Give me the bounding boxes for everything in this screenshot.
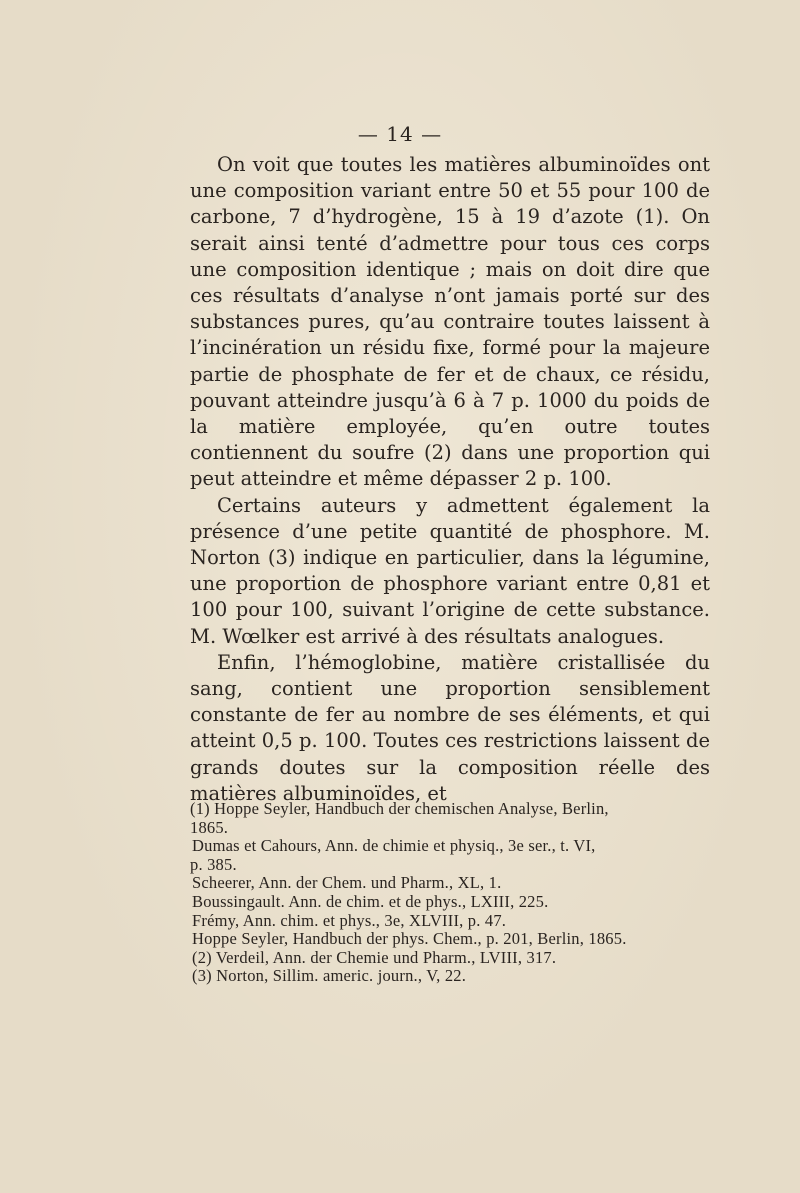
body-text (190, 152, 710, 807)
paragraph-2: Certains auteurs y admettent également la présence d’une petite quantité de phosphore. M. Norton (3) indique en particulier, dans la légumine, une proportion de phosphore variant entre 0,81 et 100 pour 100, suivant l’origine de cette substance. M. Wœlker est arrivé à des résultats analogues. (190, 493, 710, 648)
footnote-line: 1865. (190, 817, 229, 837)
paragraph-3: Enfin, l’hémoglobine, matière cristallisée du sang, contient une proportion sensiblement constante de fer au nombre de ses éléments, et qui atteint 0,5 p. 100. Toutes ces restrictions laissent de grands doutes sur la composition réelle des matières albuminoïdes, et (190, 650, 710, 805)
paragraph-1: On voit que toutes les matières albuminoïdes ont une composition variant entre 50 et 55 pour 100 de carbone, 7 d’hydrogène, 15 à 19 d’azote (1). On serait ainsi tenté d’admettre pour tous ces corps une composition identique ; mais on doit dire que ces résultats d’analyse n’ont jamais porté sur des substances pures, qu’au contraire toutes laissent à l’incinération un résidu fixe, formé pour la majeure partie de phosphate de fer et de chaux, ce résidu, pouvant atteindre jusqu’à 6 à 7 p. 1000 du poids de la matière employée, qu’en outre toutes contiennent du soufre (2) dans une proportion qui peut atteindre et même dépasser 2 p. 100. (190, 153, 710, 491)
footnote-line: Dumas et Cahours, Ann. de chimie et physiq., 3e ser., t. VI, (192, 836, 596, 856)
footnote-line: Scheerer, Ann. der Chem. und Pharm., XL, 1. (192, 873, 502, 893)
footnote-line: Boussingault. Ann. de chim. et de phys., LXIII, 225. (192, 891, 549, 911)
footnote-line: (1) Hoppe Seyler, Handbuch der chemischen Analyse, Berlin, (190, 799, 609, 818)
footnote-line: (3) Norton, Sillim. americ. journ., V, 22. (192, 966, 467, 986)
footnote-line: p. 385. (190, 854, 237, 874)
footnote-line: Hoppe Seyler, Handbuch der phys. Chem., p. 201, Berlin, 1865. (192, 929, 627, 949)
footnote-line: (2) Verdeil, Ann. der Chemie und Pharm., LVIII, 317. (192, 947, 557, 967)
footnote-line: Frémy, Ann. chim. et phys., 3e, XLVIII, p. 47. (192, 910, 507, 930)
page-number: — 14 — (357, 122, 443, 146)
footnotes (190, 800, 710, 986)
